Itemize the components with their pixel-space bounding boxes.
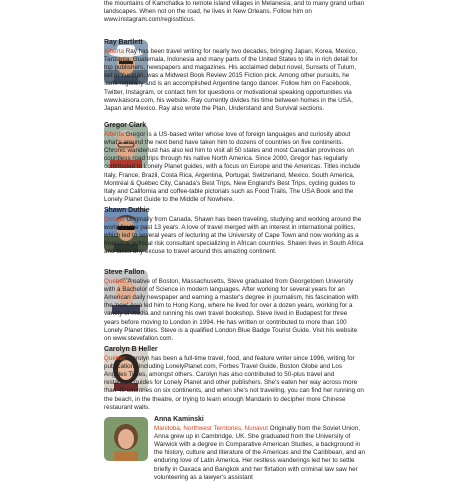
author-entry — [104, 207, 364, 257]
author-bio-text: A native of Boston, Massachusetts, Steve graduated from Georgetown University with a Bachelor of Science in modern languages. After working for several years for an American daily newspaper and earning a master's degree in journalism, his fascination with the 'new' Asia led him to Hong Kong, where he lived for over a dozen years, working for a variety of media and running his own travel bookshop. Steve lived in Budapest for three years before moving to London in 1994. He has written or contributed to more than 100 Lonely Planet titles. Steve is a qualified London Blue Badge Tourist Guide. Visit his website on www.stevefallon.com. — [104, 277, 359, 342]
author-bio-text: Gregor is a US-based writer whose love of foreign languages and curiosity about what's around the next bend have taken him to dozens of countries on five continents. Chronic wanderlust has also led him to visit all 50 states and most Canadian provinces on countless road trips through his native North America. Since 2000, Gregor has regularly contributed to Lonely Planet guides, with a focus on Europe and the Americas. Titles include Italy, France, Brazil, Costa Rica, Argentina, Portugal, Switzerland, Mexico, South America, Montréal & Québec City, Canada's Best Trips, New England's Best Trips, cycling guides to Italy and California and coffee-table pictorials such as Food Trails, The USA Book and the Lonely Planet Guide to the Middle of Nowhere. — [104, 130, 361, 204]
author-bio — [104, 355, 364, 412]
author-bio-text: Ray has been travel writing for nearly two decades, bringing Japan, Korea, Mexico, Tanzania, Guatemala, Indonesia and many parts of the United States to life in rich detail for top publishers, newspapers and magazines. His acclaimed debut novel, Sunsets of Tulum, set in Yucatán, was a Midwest Book Review 2015 Fiction pick. Among other pursuits, he surfs regularly and is an accomplished Argentine tango dancer. Follow him on Facebook, Twitter, Instagram, or contact him for questions or motivational speaking opportunities via www.kaisora.com, his website. Ray currently divides his time between homes in the USA, Japan and Mexico. Ray also wrote the Plan, Understand and Survival sections. — [104, 47, 358, 112]
author-bio — [104, 131, 364, 205]
author-bio — [104, 48, 364, 114]
author-entry — [104, 39, 364, 113]
author-bio — [154, 425, 368, 482]
author-entry — [104, 346, 364, 412]
author-entry — [104, 122, 364, 204]
author-bio — [104, 216, 364, 257]
intro-paragraph: the mountains of Kamchatka to remote island villages in Melanesia, and to many grand urban landscapes. When not on the road, he lives in New Orleans. Follow him on www.instagram.com/regisstticus. — [104, 0, 365, 24]
author-entry — [154, 416, 368, 482]
author-region: Québec — [104, 354, 127, 362]
author-name: Anna Kaminski — [154, 416, 204, 423]
author-bio-text: Originally from the Soviet Union, Anna grew up in Cambridge, UK. She graduated from the University of Warwick with a degree in Comparative American Studies, a background in the history, culture and literature of the Americas and the Caribbean, and an enduring love of Latin America. Her restless wanderings led her to settle briefly in Oaxaca and Bangkok and her flirtation with criminal law saw her volunteering as a lawyer's assistant — [154, 424, 365, 481]
author-bio-text: Originally from Canada, Shawn has been traveling, studying and working around the world for the past 13 years. A love of travel merged with an interest in international politics, which led to several years of lecturing at the University of Cape Town and now working as a freelance political risk consultant specializing in African countries. Shawn lives in South Africa and takes any excuse to travel around this amazing continent. — [104, 215, 364, 256]
author-region: Alberta — [104, 130, 124, 138]
author-region: Alberta — [104, 47, 124, 55]
author-region: Manitoba, Northwest Territories, Nunavut — [154, 424, 268, 432]
author-entry — [104, 269, 364, 343]
author-bio-text: Carolyn has been a full-time travel, food, and feature writer since 1996, writing for publications including LonelyPlanet.com, Forbes Travel Guide, Boston Globe and Los Angeles Times, amongst others. Carolyn has also contributed to 50-plus travel and restaurant guides for Lonely Planet and other publishers. She's eaten her way across more than 40 countries on six continents, and when she's not traveling, you can find her running on the beach, in the theatre, or trying to learn enough Mandarin to decipher more Chinese restaurant walls. — [104, 354, 364, 411]
author-bio — [104, 278, 364, 344]
author-name: Gregor Clark — [104, 122, 147, 129]
author-photo-anna-kaminski — [104, 417, 148, 461]
author-name: Carolyn B Heller — [104, 346, 158, 353]
author-name: Shawn Duthie — [104, 207, 150, 214]
author-name: Ray Bartlett — [104, 39, 143, 46]
author-region: Ontario — [104, 215, 125, 223]
author-region: Québec — [104, 277, 127, 285]
author-name: Steve Fallon — [104, 269, 145, 276]
